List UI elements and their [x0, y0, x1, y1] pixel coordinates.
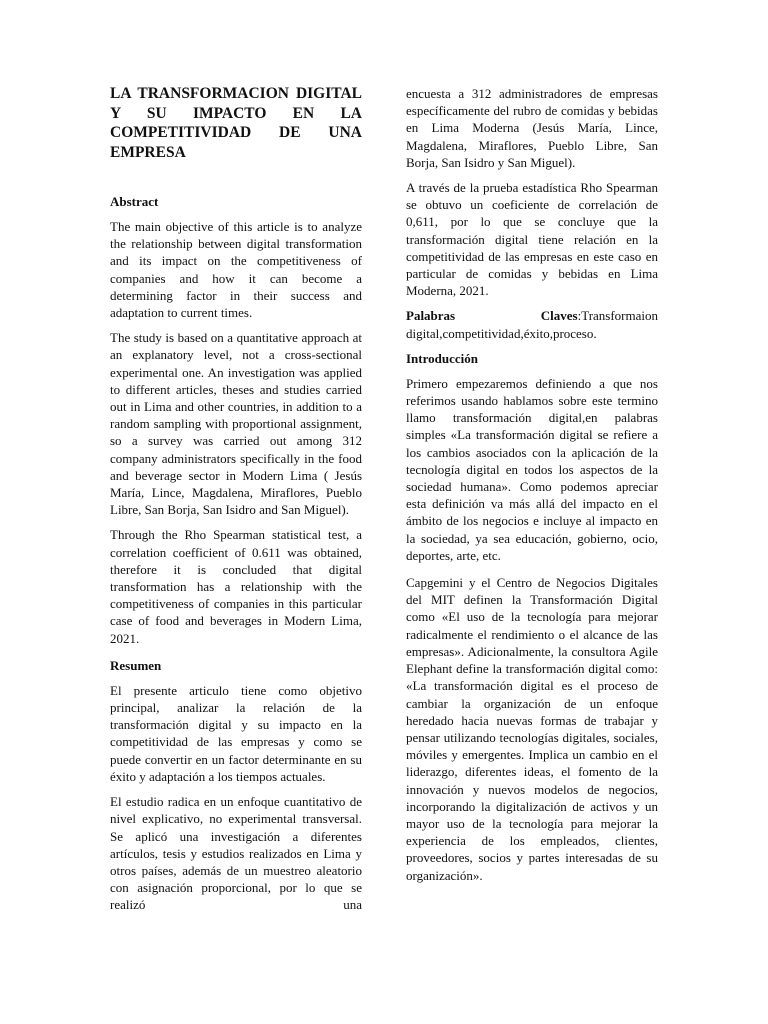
keywords-line — [406, 307, 658, 341]
resumen-heading: Resumen — [110, 657, 162, 673]
keywords-label: Palabras Claves — [406, 308, 578, 324]
introduction-heading: Introducción — [406, 350, 478, 366]
resumen-continuation: encuesta a 312 administradores de empresas específicamente del rubro de comidas y bebidas en Lima Moderna (Jesús María, Lince, Magdalena, Miraflores, Pueblo Libre, San Borja, San Isidro y San Miguel). — [406, 86, 658, 170]
resumen-paragraph: El presente articulo tiene como objetivo principal, analizar la relación de la transformación digital y su impacto en la competitividad de las empresas y como se puede convertir en un factor determinante en su éxito y adaptación a los tiempos actuales. — [110, 682, 362, 784]
abstract-heading: Abstract — [110, 194, 159, 209]
keywords-text: :Transformaion digital,competitividad,éxito,proceso. — [406, 308, 658, 341]
introduction-paragraph: Primero empezaremos definiendo a que nos referimos usando hablamos sobre este termino llamo transformación digital,en palabras simples «La transformación digital se refiere a los cambios asociados con la aplicación de la tecnología digital en todos los aspectos de la sociedad humana». Como podemos apreciar esta definición va más allá del impacto en el ámbito de los negocios e incluye al impacto en la sociedad, ya sea educación, gobierno, ocio, deportes, arte, etc. — [406, 375, 658, 563]
introduction-paragraph: Capgemini y el Centro de Negocios Digitales del MIT definen la Transformación Digital como «El uso de la tecnología para mejorar radicalmente el rendimiento o el alcance de las empresas». Adicionalmente, la consultora Agile Elephant define la transformación digital como: «La transformación digital es el proceso de cambiar la organización de un enfoque heredado hacia nuevas formas de trabajar y pensar utilizando tecnologías digitales, sociales, móviles y emergentes. Implica un cambio en el liderazgo, diferentes ideas, el fomento de la innovación y nuevos modelos de negocios, incorporando la digitalización de activos y un mayor uso de la tecnología para mejorar la experiencia de los empleados, clientes, proveedores, socios y partes interesadas de su organización». — [406, 575, 658, 883]
resumen-rho-paragraph: A través de la prueba estadística Rho Spearman se obtuvo un coeficiente de correlación de 0,611, por lo que se concluye que la transformación digital tiene relación en la competitividad de las empresas en este caso en particular de comidas y bebidas en Lima Moderna, 2021. — [406, 180, 658, 299]
right-column-content — [406, 85, 658, 884]
paper-title: LA TRANSFORMACION DIGITAL Y SU IMPACTO EN LA COMPETITIVIDAD DE UNA EMPRESA — [110, 85, 362, 161]
abstract-paragraph: The main objective of this article is to analyze the relationship between digital transformation and its impact on the competitiveness of companies and how it can become a determining factor in their success and adaptation to current times. — [110, 219, 362, 321]
abstract-section — [110, 193, 362, 914]
resumen-paragraph: El estudio radica en un enfoque cuantitativo de nivel explicativo, no experimental transversal. Se aplicó una investigación a diferentes artículos, tesis y estudios realizados en Lima y otros países, además de un muestreo aleatorio con asignación proporcional, por lo que se realizó una — [110, 794, 362, 913]
abstract-paragraph: Through the Rho Spearman statistical test, a correlation coefficient of 0.611 was obtained, therefore it is concluded that digital transformation has a relationship with the competitiveness of companies in this particular case of food and beverages in Modern Lima, 2021. — [110, 527, 362, 646]
abstract-paragraph: The study is based on a quantitative approach at an explanatory level, not a cross-sectional experimental one. An investigation was applied to different articles, theses and studies carried out in Lima and other countries, in addition to a random sampling with proportional assignment, so a survey was carried out among 312 company administrators specifically in the food and beverage sector in Modern Lima ( Jesús María, Lince, Magdalena, Miraflores, Pueblo Libre, San Borja, San Isidro and San Miguel). — [110, 330, 362, 518]
